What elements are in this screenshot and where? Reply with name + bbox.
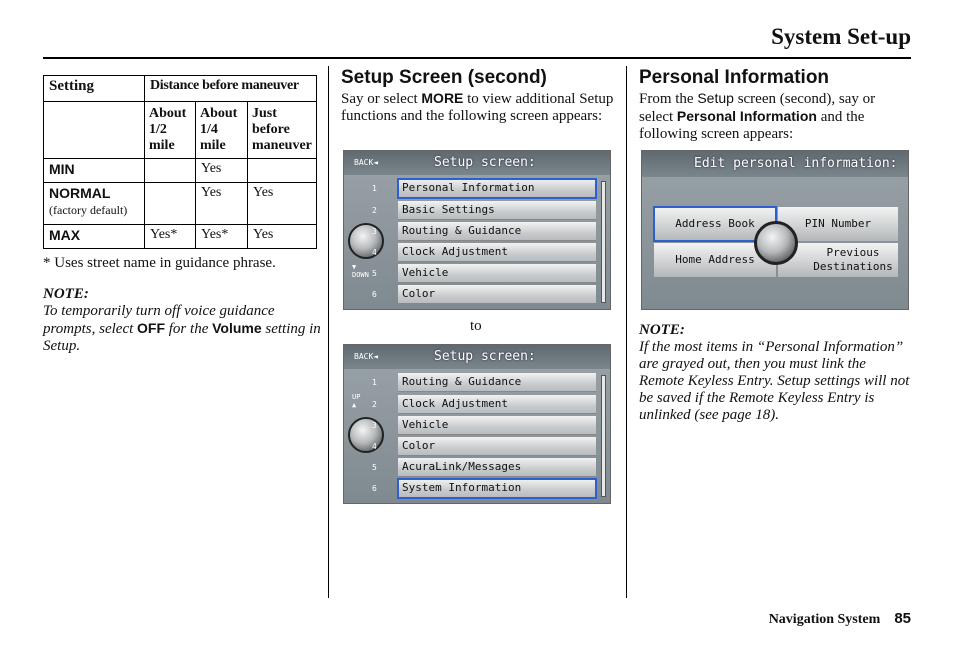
menu-item-label: Clock Adjustment <box>402 245 508 258</box>
keyword-setup: Setup <box>697 90 734 106</box>
menu-item-personal-information[interactable] <box>398 179 596 198</box>
menu-item-label: Basic Settings <box>402 203 495 216</box>
menu-item-color[interactable] <box>398 437 596 456</box>
text-part: From the <box>639 91 694 107</box>
cell-quarter: Yes* <box>196 225 248 249</box>
note-right <box>639 322 911 424</box>
column-divider-right <box>626 66 627 598</box>
cell-half <box>145 159 196 183</box>
menu-item-label: Personal Information <box>402 181 535 194</box>
page-footer <box>769 610 911 628</box>
down-arrow-label: ▼ DOWN <box>352 263 369 279</box>
address-book-button[interactable]: Address Book <box>654 207 776 241</box>
col-header-setting: Setting <box>44 76 145 102</box>
table-row <box>44 225 317 249</box>
table-cell-empty <box>44 102 145 159</box>
previous-destinations-button[interactable]: Previous Destinations <box>778 243 898 277</box>
menu-item-vehicle[interactable] <box>398 264 596 283</box>
row-number: 6 <box>372 290 377 299</box>
sub-header-just-before: Just before maneuver <box>248 102 317 159</box>
title-rule <box>43 57 911 59</box>
keyword-personal-information: Personal Information <box>676 108 817 124</box>
down-label: DOWN <box>352 271 369 279</box>
cell-quarter: Yes <box>196 183 248 225</box>
keyword-more: MORE <box>421 90 464 106</box>
back-button[interactable]: BACK◄ <box>354 158 379 167</box>
row-number: 2 <box>372 400 377 409</box>
note-text-1: To temporarily turn off voice guidance prompts, select <box>43 303 275 337</box>
row-number: 3 <box>372 421 377 430</box>
menu-item-label: Color <box>402 287 436 300</box>
menu-item-label: Color <box>402 439 436 452</box>
setting-name: NORMAL <box>49 185 111 201</box>
back-button[interactable]: BACK◄ <box>354 352 379 361</box>
row-number: 5 <box>372 269 377 278</box>
column-divider-left <box>328 66 329 598</box>
row-number: 2 <box>372 206 377 215</box>
scrollbar[interactable] <box>601 375 606 497</box>
cell-half <box>145 183 196 225</box>
col-header-distance: Distance before maneuver <box>145 76 317 102</box>
up-label: UP <box>352 393 361 401</box>
row-number: 6 <box>372 484 377 493</box>
personal-text <box>639 90 911 143</box>
menu-item-label: Clock Adjustment <box>402 397 508 410</box>
page-number: 85 <box>894 610 911 627</box>
text-part: screen (second), say or select <box>639 91 876 125</box>
table-row <box>44 159 317 183</box>
setting-name: MIN <box>49 161 75 177</box>
table-row <box>44 183 317 225</box>
cell-just <box>248 159 317 183</box>
heading-setup-second: Setup Screen (second) <box>341 67 547 88</box>
setting-name: MAX <box>49 227 81 243</box>
note-label: NOTE: <box>639 322 685 338</box>
note-label: NOTE: <box>43 286 89 302</box>
text-part: Say or select <box>341 91 418 107</box>
menu-item-color[interactable] <box>398 285 596 304</box>
up-arrow-label: UP ▲ <box>352 393 361 409</box>
row-number: 3 <box>372 227 377 236</box>
row-number: 1 <box>372 378 377 387</box>
heading-personal-information: Personal Information <box>639 67 830 88</box>
row-number: 4 <box>372 442 377 451</box>
menu-item-system-information[interactable] <box>398 479 596 498</box>
screen-title: Edit personal information: <box>694 156 898 171</box>
sub-header-half-mile: About 1/2 mile <box>145 102 196 159</box>
row-number: 5 <box>372 463 377 472</box>
text-part: to view additional Setup functions and the following screen appears: <box>341 91 614 124</box>
row-number: 4 <box>372 248 377 257</box>
menu-item-acuralink-messages[interactable] <box>398 458 596 477</box>
menu-item-routing-guidance[interactable] <box>398 222 596 241</box>
home-address-button[interactable]: Home Address <box>654 243 776 277</box>
sub-header-quarter-mile: About 1/4 mile <box>196 102 248 159</box>
scrollbar[interactable] <box>601 181 606 303</box>
row-number: 1 <box>372 184 377 193</box>
menu-item-routing-guidance[interactable] <box>398 373 596 392</box>
note-left <box>43 286 323 355</box>
note-keyword-off: OFF <box>137 320 166 336</box>
joystick-knob-icon <box>348 223 384 259</box>
screen-title: Setup screen: <box>434 155 536 170</box>
cell-half: Yes* <box>145 225 196 249</box>
to-label: to <box>470 318 482 334</box>
cell-just: Yes <box>248 225 317 249</box>
cell-quarter: Yes <box>196 159 248 183</box>
screen-title: Setup screen: <box>434 349 536 364</box>
joystick-knob-icon <box>348 417 384 453</box>
footer-section: Navigation System <box>768 612 881 627</box>
setup-second-text <box>341 90 619 125</box>
menu-item-clock-adjustment[interactable] <box>398 243 596 262</box>
cell-just: Yes <box>248 183 317 225</box>
page-title: System Set-up <box>771 24 911 49</box>
menu-item-label: System Information <box>402 481 522 494</box>
maneuver-distance-table <box>43 75 317 249</box>
note-text: If the most items in “Personal Information” are grayed out, then you must link the Remote Keyless Entry. Setup settings will not be saved if the Remote Keyless Entry is unlinked (see page 18). <box>639 339 910 423</box>
pin-number-button[interactable]: PIN Number <box>778 207 898 241</box>
setting-note: (factory default) <box>49 203 128 217</box>
note-text-2: for the <box>168 321 209 337</box>
setup-screen-second <box>343 344 611 504</box>
text-part: and the following screen appears: <box>639 109 865 142</box>
menu-item-label: Vehicle <box>402 266 449 279</box>
menu-item-label: Routing & Guidance <box>402 224 522 237</box>
joystick-knob-icon <box>754 221 798 265</box>
menu-item-vehicle[interactable] <box>398 416 596 435</box>
menu-item-clock-adjustment[interactable] <box>398 395 596 414</box>
menu-item-label: Routing & Guidance <box>402 375 522 388</box>
menu-item-label: Vehicle <box>402 418 449 431</box>
note-text-3: setting in Setup. <box>43 321 321 354</box>
setup-screen-first <box>343 150 611 310</box>
table-footnote: * Uses street name in guidance phrase. <box>43 255 276 271</box>
edit-personal-information-screen <box>641 150 909 310</box>
note-keyword-volume: Volume <box>212 320 262 336</box>
menu-item-basic-settings[interactable] <box>398 201 596 220</box>
menu-item-label: AcuraLink/Messages <box>402 460 522 473</box>
